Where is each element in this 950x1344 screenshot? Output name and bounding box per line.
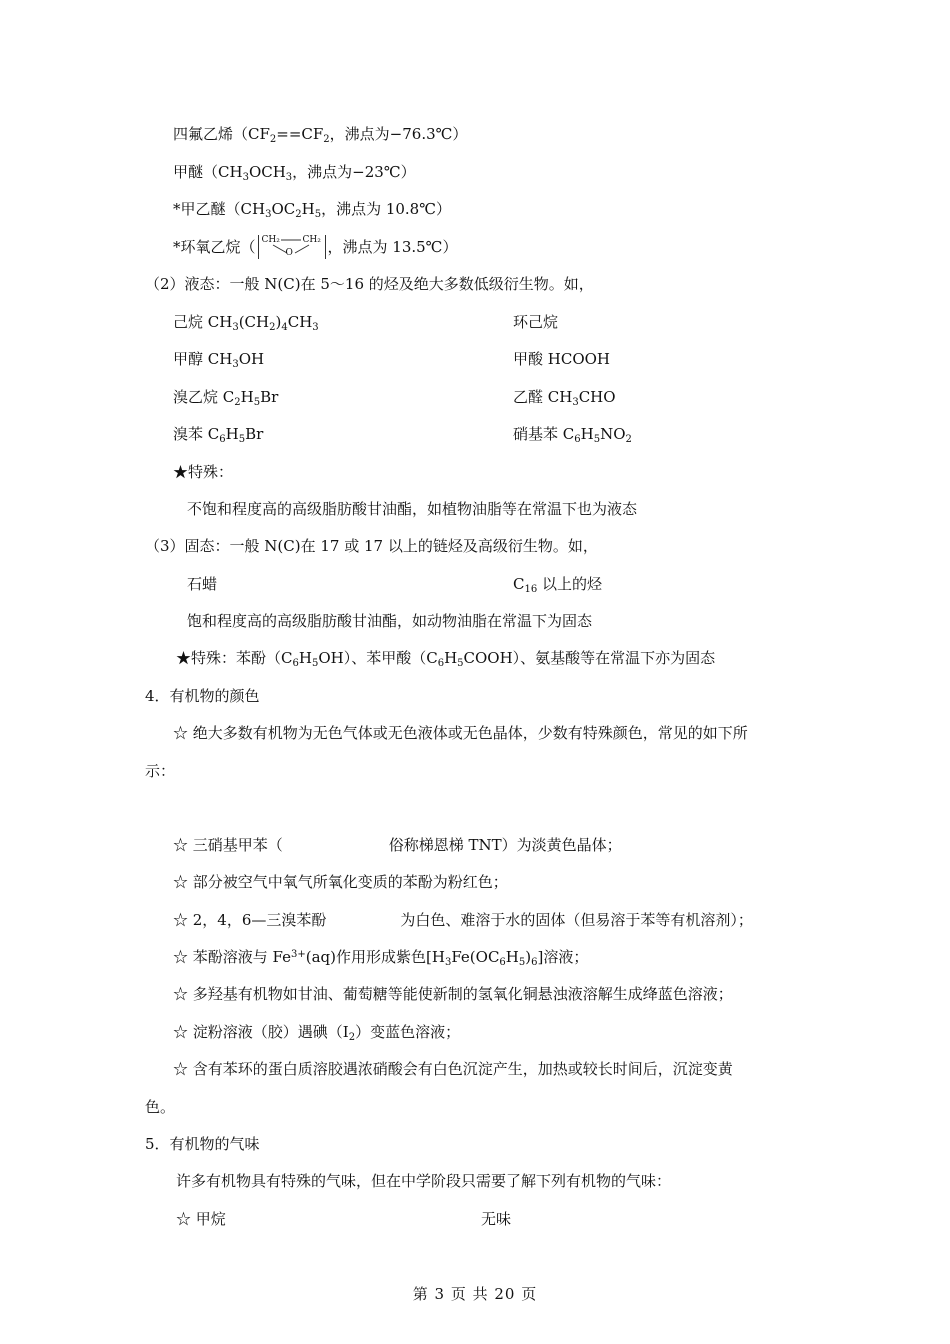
smell-intro: 许多有机物具有特殊的气味，但在中学阶段只需要了解下列有机物的气味： bbox=[176, 1172, 672, 1190]
saturated-fats: 饱和程度高的高级脂肪酸甘油酯，如动物油脂在常温下为固态 bbox=[187, 612, 593, 630]
paraffin: 石蜡 bbox=[187, 575, 218, 593]
color-intro-line2: 示： bbox=[145, 762, 176, 780]
oxidized-phenol-line: ☆ 部分被空气中氧气所氧化变质的苯酚为粉红色； bbox=[173, 873, 508, 891]
cyclohexane: 环己烷 bbox=[513, 313, 559, 331]
ferric-phenol-line: ☆ 苯酚溶液与 $Fe^{3+}(aq)$作用形成紫色$[H_3Fe(OC_6H_5)_6]$溶液； bbox=[173, 948, 589, 968]
solid-heading: （3）固态：一般 N(C)在 17 或 17 以上的链烃及高级衍生物。如， bbox=[145, 537, 598, 555]
protein-line1: ☆ 含有苯环的蛋白质溶胶遇浓硝酸会有白色沉淀产生，加热或较长时间后，沉淀变黄 bbox=[173, 1060, 733, 1078]
liquid-special-label: ★特殊： bbox=[173, 463, 234, 481]
starch-iodine-line: ☆ 淀粉溶液（胶）遇碘$(I_2)$变蓝色溶液； bbox=[173, 1023, 461, 1043]
acetaldehyde: 乙醛 $CH_3CHO$ bbox=[513, 388, 616, 408]
liquid-heading: （2）液态：一般 N(C)在 5～16 的烃及绝大多数低级衍生物。如， bbox=[145, 275, 594, 293]
hexane: 己烷 $CH_3(CH_2)_4CH_3$ bbox=[173, 313, 319, 333]
methyl-ethyl-ether-line: *甲乙醚（$CH_3OC_2H_5$，沸点为 10.8℃） bbox=[173, 200, 452, 220]
polyol-line: ☆ 多羟基有机物如甘油、葡萄糖等能使新制的氢氧化铜悬浊液溶解生成绛蓝色溶液； bbox=[173, 985, 733, 1003]
ethylene-oxide-line: *环氧乙烷（ CH₂ CH₂ O ，沸点为 13.5℃） bbox=[173, 235, 458, 258]
c16-hydrocarbons: $C_{16}$ 以上的烃 bbox=[513, 575, 603, 595]
methane-smell: 无味 bbox=[481, 1210, 512, 1228]
liquid-special-text: 不饱和程度高的高级脂肪酸甘油酯，如植物油脂等在常温下也为液态 bbox=[187, 500, 638, 518]
color-intro-line1: ☆ 绝大多数有机物为无色气体或无色液体或无色晶体，少数有特殊颜色，常见的如下所 bbox=[173, 724, 748, 742]
bromoethane: 溴乙烷 $C_2H_5Br$ bbox=[173, 388, 279, 408]
methane-item: ☆ 甲烷 bbox=[176, 1210, 226, 1228]
epoxide-ring-structure: CH₂ CH₂ O bbox=[258, 235, 326, 259]
tribromophenol-line: ☆ 2，4，6—三溴苯酚 为白色、难溶于水的固体（但易溶于苯等有机溶剂）； bbox=[173, 911, 753, 929]
color-heading: 4．有机物的颜色 bbox=[145, 687, 260, 705]
tnt-line: ☆ 三硝基甲苯（ 俗称梯恩梯 TNT）为淡黄色晶体； bbox=[173, 836, 622, 854]
page-footer: 第 3 页 共 20 页 bbox=[412, 1285, 538, 1303]
protein-line2: 色。 bbox=[145, 1098, 176, 1116]
bromobenzene: 溴苯 $C_6H_5Br$ bbox=[173, 425, 264, 445]
solid-special: ★特殊：苯酚$(C_6H_5OH)$、苯甲酸$(C_6H_5COOH)$、氨基酸等在常温下亦为固态 bbox=[176, 649, 716, 669]
nitrobenzene: 硝基苯 $C_6H_5NO_2$ bbox=[513, 425, 632, 445]
methanol: 甲醇 $CH_3OH$ bbox=[173, 350, 265, 370]
smell-heading: 5．有机物的气味 bbox=[145, 1135, 260, 1153]
dimethyl-ether-line: 甲醚（$CH_3OCH_3$，沸点为−23℃） bbox=[173, 163, 416, 183]
formic-acid: 甲酸 HCOOH bbox=[513, 350, 611, 368]
tetrafluoroethylene-line: 四氟乙烯（$CF_2==CF_2$，沸点为−76.3℃） bbox=[173, 125, 468, 145]
